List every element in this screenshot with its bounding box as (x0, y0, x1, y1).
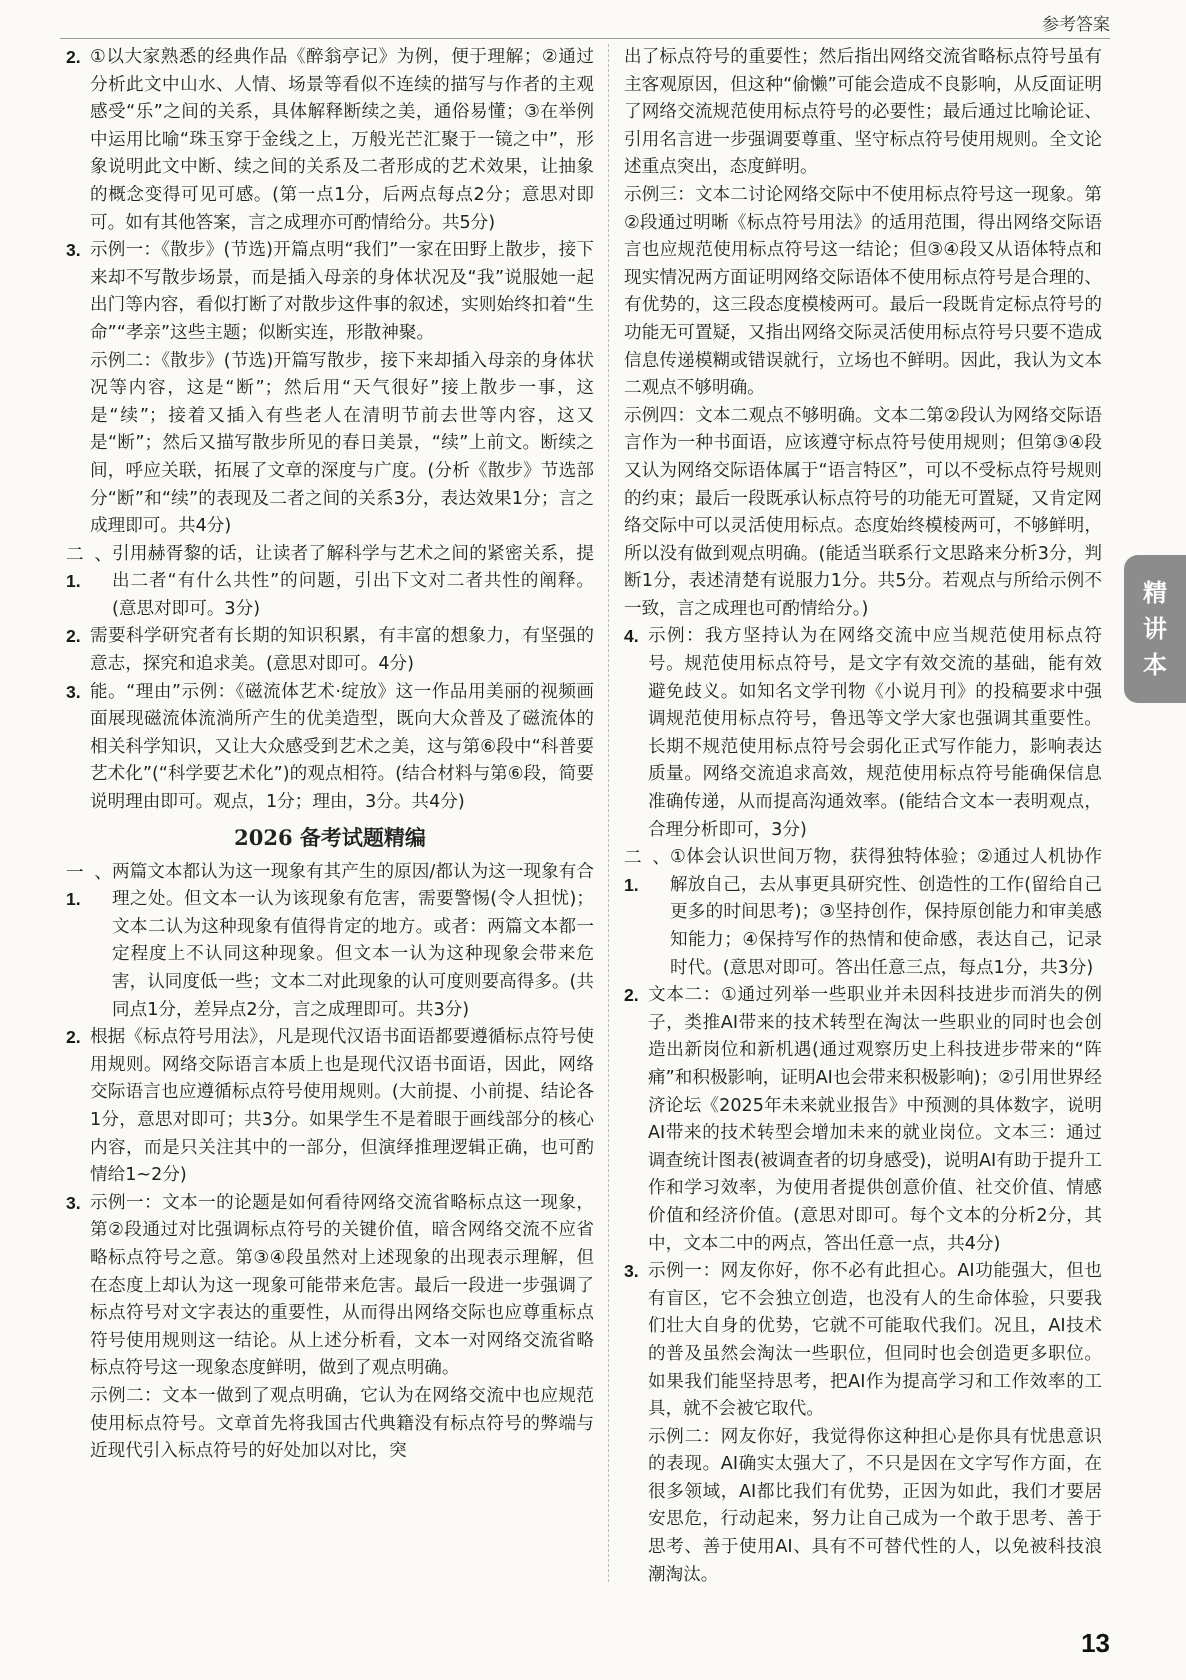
answer-text: 文本二：①通过列举一些职业并未因科技进步而消失的例子，类推AI带来的技术转型在淘汰一些职业的同时也会创造出新岗位和新机遇(通过观察历史上科技进步带来的“阵痛”和积极影响，证明AI也会带来积极影响)；②引用世界经济论坛《2025年未来就业报告》中预测的具体数字，说明AI带来的技术转型会增加未来的就业岗位。文本三：通过调查统计图表(被调查者的切身感受)，说明AI有助于提升工作和学习效率，为使用者提供创意价值、社交价值、情感价值和经济价值。(意思对即可。每个文本的分析2分，其中，文本二中的两点，答出任意一点，共4分) (648, 985, 1102, 1254)
example-four: 示例四：文本二观点不够明确。文本二第②段认为网络交际语言作为一种书面语，应该遵守标点符号使用规则；但第③④段又认为网络交际语体属于“语言特区”，可以不受标点符号规则的约束；最后一段既承认标点符号的功能无可置疑，又肯定网络交际中可以灵活使用标点。态度始终模棱两可，不够鲜明，所以没有做到观点明确。(能适当联系行文思路来分析3分，判断1分，表述清楚有说服力1分。共5分。若观点与所给示例不一致，言之成理也可酌情给分。) (624, 405, 1102, 619)
answer-item-3 (66, 237, 594, 541)
header-rule (60, 38, 1110, 39)
section-num: 1. (66, 571, 81, 592)
item-number (66, 541, 112, 624)
section-roman: 二、 (66, 543, 112, 564)
item-number: 3. (66, 1192, 81, 1213)
practice-1-item-4 (624, 623, 1102, 844)
item-number: 2. (66, 626, 81, 647)
answer-text: ①以大家熟悉的经典作品《醉翁亭记》为例，便于理解；②通过分析此文中山水、人情、场景等看似不连续的描写与作者的主观感受“乐”之间的关系，具体解释断续之美，通俗易懂；③在举例中运用比喻“珠玉穿于金线之上，万般光芒汇聚于一镜之中”，形象说明此文中断、续之间的关系及二者形成的艺术效果，让抽象的概念变得可见可感。(第一点1分，后两点每点2分；意思对即可。如有其他答案，言之成理亦可酌情给分。共5分) (90, 47, 594, 233)
item-number: 2. (66, 47, 81, 67)
side-tab (1124, 555, 1186, 703)
left-column (66, 44, 594, 1466)
answer-text: 需要科学研究者有长期的知识积累，有丰富的想象力，有坚强的意志，探究和追求美。(意思对即可。4分) (90, 626, 594, 675)
example-three: 示例三：文本二讨论网络交际中不使用标点符号这一现象。第②段通过明晰《标点符号用法》的适用范围，得出网络交际语言也应规范使用标点符号这一结论；但③④段又从语体特点和现实情况两方面证明网络交际语体不使用标点符号是合理的、有优势的，这三段态度模棱两可。最后一段既肯定标点符号的功能无可置疑，又指出网络交际灵活使用标点符号只要不造成信息传递模糊或错误就行，立场也不鲜明。因此，我认为文本二观点不够明确。 (624, 184, 1102, 399)
practice-1-item-3 (66, 1190, 594, 1466)
section-2-item-3 (66, 679, 594, 817)
answer-block (90, 1190, 594, 1466)
header-label: 参考答案 (1042, 15, 1110, 35)
example-two: 示例二：网友你好，我觉得你这种担心是你具有忧患意识的表现。AI确实太强大了，不只是因在文字写作方面，在很多领域，AI都比我们有优势，正因为如此，我们才要居安思危，行动起来，努力让自己成为一个敢于思考、善于思考、善于使用AI、具有不可替代性的人，以免被科技浪潮淘汰。 (648, 1426, 1102, 1585)
side-tab-char: 精 (1143, 579, 1167, 607)
practice-1-item-2 (66, 1024, 594, 1190)
section-roman: 二、 (624, 847, 670, 868)
page-number: 13 (1081, 1628, 1110, 1658)
item-number: 4. (624, 626, 639, 647)
side-tab-char: 讲 (1143, 615, 1167, 643)
example-two: 示例二：《散步》(节选)开篇写散步，接下来却插入母亲的身体状况等内容，这是“断”；然后用“天气很好”接上散步一事，这是“续”；接着又插入有些老人在清明节前去世等内容，这又是“断”；然后又描写散步所见的春日美景，“续”上前文。断续之间，呼应关联，拓展了文章的深度与广度。(分析《散步》节选部分“断”和“续”的表现及二者之间的关系3分，表达效果1分；言之成理即可。共4分) (90, 350, 594, 537)
item-number: 2. (66, 1027, 81, 1048)
right-column (624, 44, 1102, 1589)
item-number (624, 844, 670, 982)
section-num: 1. (624, 874, 639, 895)
practice-2-item-2 (624, 982, 1102, 1258)
answer-block (90, 237, 594, 541)
answer-item-2 (66, 44, 594, 237)
example-one: 示例一：网友你好，你不必有此担心。AI功能强大，但也有盲区，它不会独立创造，也没有人的生命体验，只要我们壮大自身的优势，它就不可能取代我们。况且，AI技术的普及虽然会淘汰一些职位，但同时也会创造更多职位。如果我们能坚持思考，把AI作为提高学习和工作效率的工具，就不会被它取代。 (648, 1261, 1102, 1420)
section-num: 1. (66, 889, 81, 910)
example-two: 示例二：文本一做到了观点明确，它认为在网络交流中也应规范使用标点符号。文章首先将我国古代典籍没有标点符号的弊端与近现代引入标点符号的好处加以对比，突 (90, 1385, 594, 1462)
item-number: 2. (624, 985, 639, 1006)
section-2-item-1 (66, 541, 594, 624)
section-roman: 一、 (66, 861, 112, 882)
section-2-item-2 (66, 623, 594, 678)
answer-text: 能。“理由”示例：《磁流体艺术·绽放》这一作品用美丽的视频画面展现磁流体流淌所产生的优美造型，既向大众普及了磁流体的相关科学知识，又让大众感受到艺术之美，这与第⑥段中“科普要艺术化”(“科学要艺术化”)的观点相符。(结合材料与第⑥段，简要说明理由即可。观点，1分；理由，3分。共4分) (90, 681, 594, 813)
item-number (66, 859, 112, 1025)
side-tab-char: 本 (1143, 651, 1167, 679)
practice-1-item-1 (66, 859, 594, 1025)
answer-text: 示例：我方坚持认为在网络交流中应当规范使用标点符号。规范使用标点符号，是文字有效交流的基础，能有效避免歧义。如知名文学刊物《小说月刊》的投稿要求中强调规范使用标点符号，鲁迅等文学大家也强调其重要性。长期不规范使用标点符号会弱化正式写作能力，影响表达质量。网络交流追求高效，规范使用标点符号能确保信息准确传递，从而提高沟通效率。(能结合文本一表明观点，合理分析即可，3分) (648, 626, 1102, 840)
column-divider (608, 44, 609, 1582)
answer-block (648, 1258, 1102, 1589)
example-two-continued: 出了标点符号的重要性；然后指出网络交流省略标点符号虽有主客观原因，但这种“偷懒”可能会造成不良影响，从反面证明了网络交流规范使用标点符号的必要性；最后通过比喻论证、引用名言进一步强调要尊重、坚守标点符号使用规则。全文论述重点突出，态度鲜明。 (624, 47, 1102, 178)
example-one: 示例一：文本一的论题是如何看待网络交流省略标点这一现象，第②段通过对比强调标点符号的关键价值，暗含网络交流不应省略标点符号之意。第③④段虽然对上述现象的出现表示理解，但在态度上却认为这一现象可能带来危害。最后一段进一步强调了标点符号对文字表达的重要性，从而得出网络交际也应尊重标点符号使用规则这一结论。从上述分析看，文本一对网络交流省略标点符号这一现象态度鲜明，做到了观点明确。 (90, 1192, 594, 1379)
practice-2-item-3 (624, 1258, 1102, 1589)
item-number: 3. (66, 240, 81, 261)
example-one: 示例一：《散步》(节选)开篇点明“我们”一家在田野上散步，接下来却不写散步场景，而是插入母亲的身体状况及“我”说服她一起出门等内容，看似打断了对散步这件事的叙述，实则始终扣着“生命”“孝亲”这些主题；似断实连，形散神聚。 (90, 240, 594, 343)
answer-text: ①体会认识世间万物，获得独特体验；②通过人机协作解放自己，去从事更具研究性、创造性的工作(留给自己更多的时间思考)；③坚持创作，保持原创能力和审美感知能力；④保持写作的热情和使命感，表达自己，记录时代。(意思对即可。答出任意三点，每点1分，共3分) (670, 847, 1102, 978)
item-number: 3. (624, 1261, 639, 1282)
answer-text: 根据《标点符号用法》，凡是现代汉语书面语都要遵循标点符号使用规则。网络交际语言本质上也是现代汉语书面语，因此，网络交际语言也应遵循标点符号使用规则。(大前提、小前提、结论各1分，意思对即可；共3分。如果学生不是着眼于画线部分的核心内容，而是只关注其中的一部分，但演绎推理逻辑正确，也可酌情给1~2分) (90, 1027, 594, 1186)
answer-text: 两篇文本都认为这一现象有其产生的原因/都认为这一现象有合理之处。但文本一认为该现象有危害，需要警惕(令人担忧)；文本二认为这种现象有值得肯定的地方。或者：两篇文本都一定程度上不认同这种现象。但文本一认为这种现象会带来危害，认同度低一些；文本二对此现象的认可度则要高得多。(共同点1分，差异点2分，言之成理即可。共3分) (112, 861, 594, 1020)
answer-text: 引用赫胥黎的话，让读者了解科学与艺术之间的紧密关系，提出二者“有什么共性”的问题，引出下文对二者共性的阐释。(意思对即可。3分) (112, 543, 594, 619)
item-number: 3. (66, 681, 81, 702)
section-title: 2026 备考试题精编 (234, 824, 426, 850)
practice-2-item-1 (624, 844, 1102, 982)
